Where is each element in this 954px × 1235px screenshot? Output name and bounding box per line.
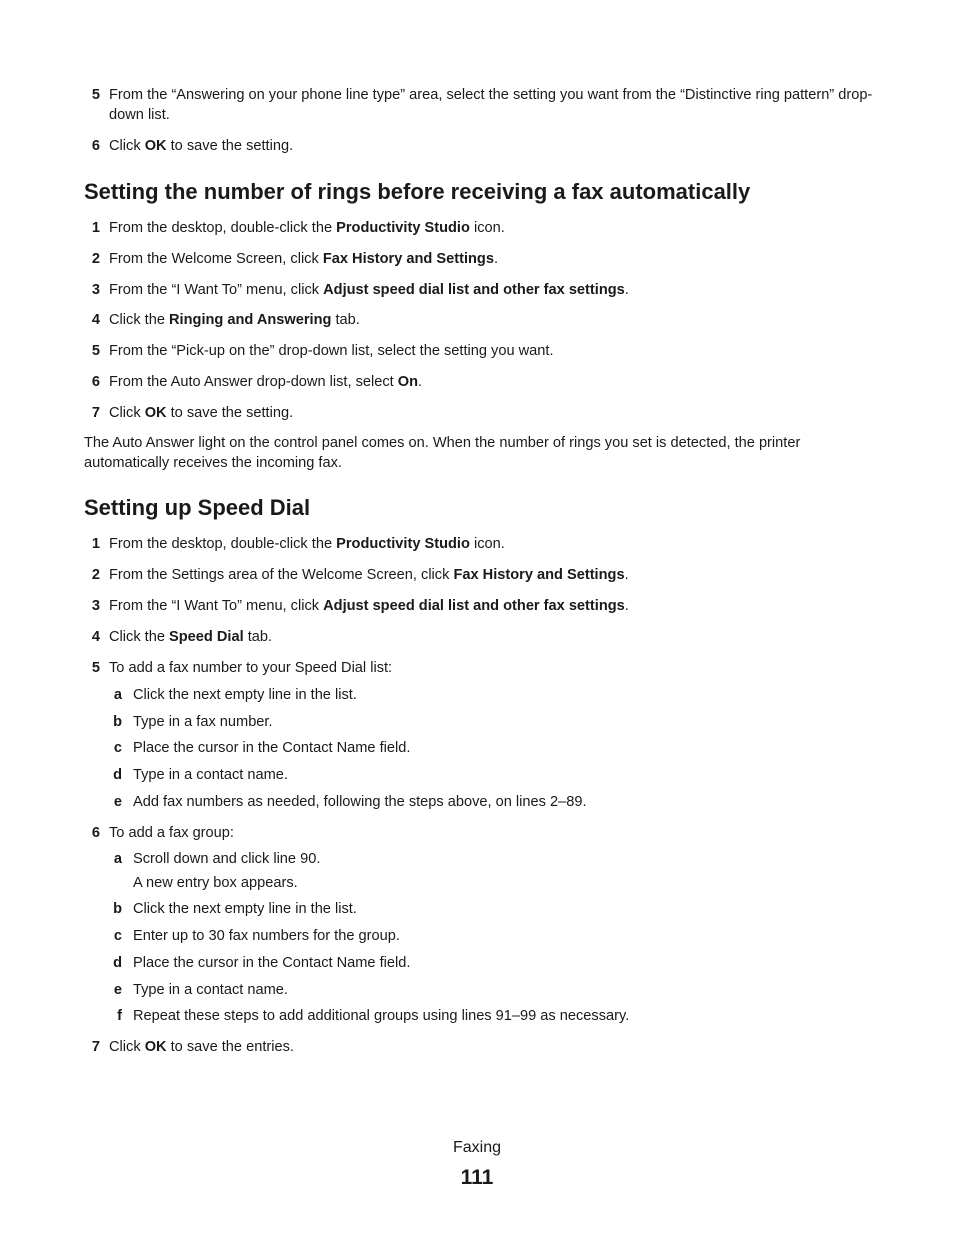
step-text: To add a fax group: [109,825,234,841]
substep-letter: a [113,687,122,703]
step-number: 2 [91,251,100,267]
step-number: 4 [91,629,100,645]
substep-letter: d [113,767,122,783]
step-text: To add a fax number to your Speed Dial list: [109,660,393,676]
step-number: 4 [91,312,100,328]
step-number: 3 [91,282,100,298]
step-text: From the Settings area of the Welcome Screen, click Fax History and Settings. [109,567,629,583]
step-text: From the “I Want To” menu, click Adjust speed dial list and other fax settings. [109,598,629,614]
step-text: Click OK to save the setting. [109,405,294,421]
substep-letter: a [113,851,122,867]
step-text: From the Welcome Screen, click Fax History and Settings. [109,251,499,267]
step-text: Click the Speed Dial tab. [109,629,273,645]
substep-text: Place the cursor in the Contact Name field. [133,740,411,756]
section-heading: Setting the number of rings before receiving a fax automatically [84,179,751,204]
substep-text: Repeat these steps to add additional groups using lines 91–99 as necessary. [133,1008,630,1024]
substep-text: Enter up to 30 fax numbers for the group. [133,928,400,944]
step-number: 5 [91,660,100,676]
substep-letter: c [113,928,122,944]
substep-text: Type in a contact name. [133,767,288,783]
substep-extra-text: A new entry box appears. [133,875,298,891]
substep-letter: c [113,740,122,756]
page-number: 111 [460,1166,494,1189]
step-text: Click OK to save the setting. [109,138,294,154]
step-number: 1 [91,536,100,552]
step-number: 1 [91,220,100,236]
step-text: Click OK to save the entries. [109,1039,294,1055]
body-paragraph: The Auto Answer light on the control panel comes on. When the number of rings you set is detected, the printer automatically receives the incoming fax. [84,435,801,471]
step-number: 6 [91,138,100,154]
footer-section-name: Faxing [452,1139,502,1156]
step-number: 5 [91,87,100,103]
substep-letter: b [113,901,122,917]
substep-text: Add fax numbers as needed, following the steps above, on lines 2–89. [133,794,587,810]
step-number: 5 [91,343,100,359]
step-text: From the “Pick-up on the” drop-down list, select the setting you want. [109,343,554,359]
step-text: From the desktop, double-click the Productivity Studio icon. [109,536,505,552]
step-number: 3 [91,598,100,614]
step-number: 2 [91,567,100,583]
step-number: 7 [91,405,100,421]
substep-letter: e [113,982,122,998]
step-text: From the Auto Answer drop-down list, select On. [109,374,423,390]
step-number: 6 [91,374,100,390]
substep-text: Place the cursor in the Contact Name field. [133,955,411,971]
substep-text: Scroll down and click line 90. [133,851,321,867]
substep-text: Click the next empty line in the list. [133,687,357,703]
substep-text: Type in a fax number. [133,714,273,730]
step-number: 7 [91,1039,100,1055]
step-text: From the desktop, double-click the Productivity Studio icon. [109,220,505,236]
substep-letter: d [113,955,122,971]
substep-letter: e [113,794,122,810]
step-number: 6 [91,825,100,841]
substep-text: Click the next empty line in the list. [133,901,357,917]
section-heading: Setting up Speed Dial [84,495,311,520]
substep-text: Type in a contact name. [133,982,288,998]
step-text: Click the Ringing and Answering tab. [109,312,360,328]
substep-letter: f [117,1008,122,1024]
step-text: From the “Answering on your phone line type” area, select the setting you want from the “Distinctive ring pattern” drop-down list. [109,87,873,123]
step-text: From the “I Want To” menu, click Adjust speed dial list and other fax settings. [109,282,629,298]
substep-letter: b [113,714,122,730]
